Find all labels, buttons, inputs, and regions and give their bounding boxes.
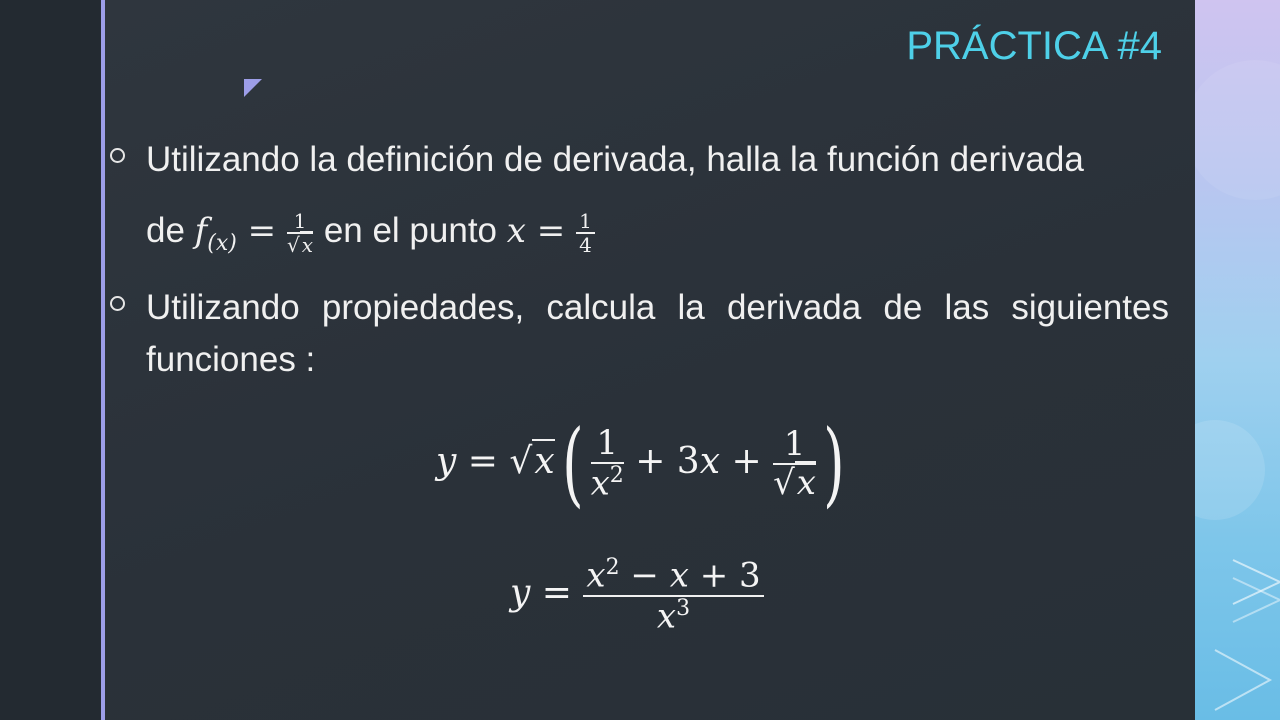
- function-expression: $f_{(x)}$ = $\frac{1}{√ x}$: [194, 209, 313, 257]
- bullet-2-text: Utilizando propiedades, calcula la derivada de las siguientes funciones :: [146, 288, 1169, 379]
- bullet-circle-icon: [110, 296, 125, 311]
- equation-2: y = $\frac{x^2 - x + 3}{x^3}$: [510, 556, 764, 635]
- bullet-1-line1: Utilizando la definición de derivada, halla la función derivada: [146, 140, 1084, 179]
- bullet-item-2: [146, 282, 1169, 386]
- right-decorative-panel: [1195, 0, 1280, 720]
- bullet-item-1: [146, 134, 1169, 186]
- slide-title: PRÁCTICA #4: [906, 24, 1162, 68]
- fraction-one-over-root-x: $\frac{1}{√ x}$: [286, 209, 313, 257]
- left-sidebar-panel: [0, 0, 101, 720]
- point-expression: x = $\frac{1}{4}$: [507, 211, 595, 251]
- corner-triangle-icon: [244, 79, 262, 97]
- bullet-1-middle: en el punto: [323, 211, 498, 250]
- bullet-item-1-line2: [146, 205, 1169, 270]
- decorative-pattern-icon: [1195, 0, 1280, 720]
- bullet-circle-icon: [110, 148, 125, 163]
- fraction-one-over-four: $\frac{1}{4}$: [576, 210, 595, 256]
- equation-1: y = √x( $\frac{1}{x^2}$ + 3x + $\frac{1}{√x}$ ): [436, 410, 845, 517]
- bullet-1-prefix: de: [146, 211, 185, 250]
